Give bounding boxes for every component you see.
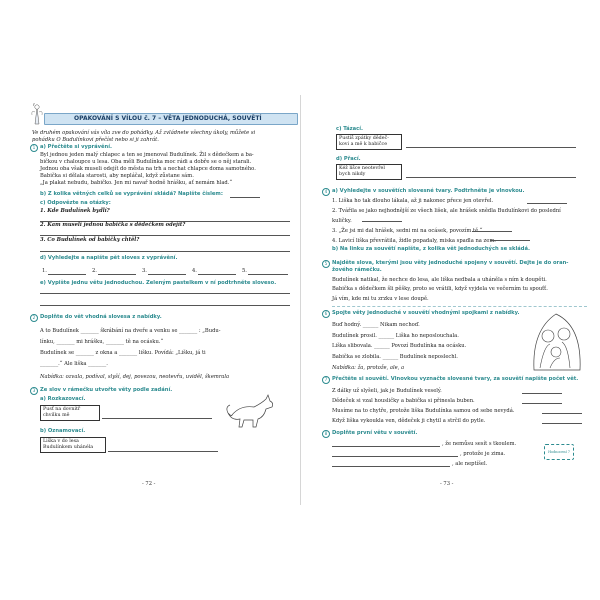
answer-line[interactable]	[332, 446, 440, 447]
ex7-lines: Z dálky už slyšeli, jak je Budulínek veselý. Dědeček si vzal housličky a babička si přinesla buben. Musíme na to chytře, protože liška Budulínka samou od sebe nevydá. Když liška vykoukla ven, dědeček ji chytil a strčil do pytle.	[332, 388, 515, 425]
exercise-1d-label: d) Vyhledejte a napište pět sloves z vyprávění.	[40, 255, 178, 261]
question-3: 3. Co Budulínek od babičky chtěl?	[40, 237, 140, 243]
verb-slot-5: 5.	[242, 268, 247, 274]
word-box-d: Kéž líšce neotevřel bych nikdy	[336, 164, 402, 180]
exercise-2-title: Doplňte do vět vhodná slovesa z nabídky.	[40, 314, 162, 320]
answer-line[interactable]	[198, 274, 236, 275]
ex5-text: Budulínek natikal, že nechce do lesa, ale liška nedbala a uháněla s ním k doupěti. Babička s dědečkem šli pěšky, proto se vrátili, když vyjdela ve večerním tu spouťť. Já vím, kde mi tu zrzku v lese doupě.	[332, 277, 548, 302]
answer-line[interactable]	[542, 413, 582, 414]
evaluation-stamp: Hodnocení 7	[544, 444, 574, 460]
answer-line[interactable]	[490, 240, 530, 241]
exercise-1a-label: a) Přečtěte si vyprávění.	[40, 144, 112, 150]
verb-slot-3: 3.	[142, 268, 147, 274]
exercise-1e-label: e) Vypište jednu větu jednoduchou. Zeleným pastelkem v ní podtrhněte sloveso.	[40, 280, 277, 286]
word-bank: Nabídka: ozvala, podíval, slyší, dej, povezou, neotevřu, uviděl, škemrala	[40, 374, 230, 380]
book-spine	[300, 95, 301, 505]
exercise-number: 5	[322, 260, 330, 268]
sentence-list: 1. Liška ho tak dlouho lákala, až ji nakonec přece jen otevřel. 2. Tvářila se jako nejhodnější ze všech lišek, ale hrášek snědla Budulínkovi do poslední kuličky. 3. „Že jsi mi dal hrášek, sedni mi na ocásek, povozím tě.“ 4. Lavicí liška převrátila, židle popadaly, miska spadla na zem.	[332, 198, 561, 244]
lesson-title: OPAKOVÁNÍ S VÍLOU č. 7 – VĚTA JEDNODUCHÁ, SOUVĚTÍ	[74, 115, 262, 122]
exercise-1b-label: b) Z kolika větných celků se vyprávění skládá? Napište číslem:	[40, 191, 223, 197]
answer-line[interactable]	[230, 197, 260, 198]
ex6-lines: Buď hodný. ______ Nikam nechoď. Budulínek prosil. ______ Liška ho neposlouchala. Liška slibovala. ______ Povozí Budulínka na ocásku. Babička se zlobila. ______ Budulínek neposlechl.	[332, 322, 467, 360]
answer-line[interactable]	[406, 147, 576, 148]
exercise-6-title: Spojte věty jednoduché v souvětí vhodnými spojkami z nabídky.	[332, 310, 520, 316]
exercise-number: 1	[30, 144, 38, 152]
verb-slot-1: 1.	[42, 268, 47, 274]
answer-line[interactable]	[40, 305, 290, 306]
page-number: - 72 -	[142, 481, 156, 487]
exercise-3b-label: b) Oznamovací.	[40, 428, 86, 434]
story-text: Byl jednou jeden malý chlapec a ten se jmenoval Budulínek. Žil s dědečkem a ba- bičkou v chaloupce u lesa. Oba měli Budulínka moc rádi a dobře se o něj starali. Jednou oba však museli odejít do města na trh a nechat chlapce doma samotného. Babička si dělala starosti, aby nepláčal, když zůstane sám. „Ja plakat nebudu, babičko. Jen mi navař hodně hrášku, ať nemám hlad.“	[40, 152, 256, 187]
answer-line[interactable]	[362, 221, 402, 222]
answer-line[interactable]	[108, 451, 218, 452]
exercise-3d-label: d) Přací.	[336, 156, 361, 162]
exercise-number: 4	[322, 188, 330, 196]
exercise-7-title: Přečtěte si souvětí. Vlnovkou vyznačte slovesné tvary, za souvětí napište počet vět.	[332, 376, 579, 382]
right-page	[322, 100, 590, 490]
ex8-ending-1: , že nemůsu sesít s tkoulem.	[442, 441, 517, 447]
answer-line[interactable]	[102, 418, 212, 419]
answer-line[interactable]	[332, 466, 450, 467]
answer-line[interactable]	[472, 231, 512, 232]
word-box-b: Liška v do lesa Budulínkem uhánéla	[40, 437, 106, 453]
exercise-3-title: Ze slov v rámečku utvořte věty podle zadání.	[40, 387, 173, 393]
ex8-ending-3: , ale neptíšel.	[452, 461, 488, 467]
exercise-number: 6	[322, 310, 330, 318]
fairy-icon	[30, 102, 44, 126]
page-number: - 73 -	[440, 481, 454, 487]
exercise-number: 3	[30, 387, 38, 395]
divider	[332, 306, 587, 307]
answer-line[interactable]	[148, 274, 186, 275]
exercise-number: 8	[322, 430, 330, 438]
exercise-3a-label: a) Rozkazovací.	[40, 396, 86, 402]
intro-text: Ve druhém opakování vás víla zve do pohádky. Až zvládnete všechny úkoly, můžete si pohádku O Budulínkovi přečíst nebo si ji zahrát.	[32, 130, 256, 144]
exercise-5-title: Najděte slova, kterými jsou věty jednoduché spojeny v souvětí. Dejte je do oran- žového rámečku.	[332, 260, 569, 274]
answer-line[interactable]	[542, 423, 582, 424]
answer-line[interactable]	[40, 293, 290, 294]
ex8-ending-2: , protože je zima.	[460, 451, 506, 457]
exercise-4a-label: a) Vyhledejte v souvětích slovesné tvary. Podtrhněte je vlnovkou.	[332, 188, 525, 194]
verb-slot-4: 4.	[192, 268, 197, 274]
exercise-4b-label: b) Na linku za souvětí napište, z kolika vět jednoduchých se skládá.	[332, 246, 530, 252]
answer-line[interactable]	[40, 251, 290, 252]
verb-slot-2: 2.	[92, 268, 97, 274]
answer-line[interactable]	[98, 274, 136, 275]
answer-line[interactable]	[527, 203, 567, 204]
answer-line[interactable]	[522, 403, 562, 404]
fox-illustration-icon	[226, 393, 278, 429]
fill-in-text: A to Budulínek _______ škrábání na dveře a venku se _______ : „Budu- línku, _______ mi hrášku, _______ tě na ocásku.“ Budulínek se _______ z okna a _______ lišku. Povídá: „Lišku, já ti _______.“ Ale liška _______.	[40, 328, 221, 367]
answer-line[interactable]	[48, 274, 86, 275]
left-page	[30, 100, 298, 490]
answer-line[interactable]	[332, 456, 458, 457]
exercise-number: 7	[322, 376, 330, 384]
answer-line[interactable]	[522, 393, 562, 394]
exercise-1c-label: c) Odpovězte na otázky:	[40, 200, 111, 206]
word-bank: Nabídka: ža, protože, ale, a	[332, 365, 405, 371]
question-2: 2. Kam museli jednou babička s dědečkem odejít?	[40, 222, 186, 228]
answer-line[interactable]	[406, 177, 576, 178]
word-box-c: Pustíš zpátky dědeč- kovi a mě k babičce	[336, 134, 402, 150]
word-box-a: Pusť na dovnitř chvilku mě	[40, 405, 100, 421]
exercise-8-title: Doplňte první větu v souvětí.	[332, 430, 418, 436]
question-1: 1. Kde Budulínek bydlí?	[40, 208, 110, 214]
answer-line[interactable]	[40, 235, 290, 236]
family-illustration-icon	[530, 310, 584, 372]
exercise-3c-label: c) Tázací.	[336, 126, 363, 132]
answer-line[interactable]	[248, 274, 288, 275]
exercise-number: 2	[30, 314, 38, 322]
